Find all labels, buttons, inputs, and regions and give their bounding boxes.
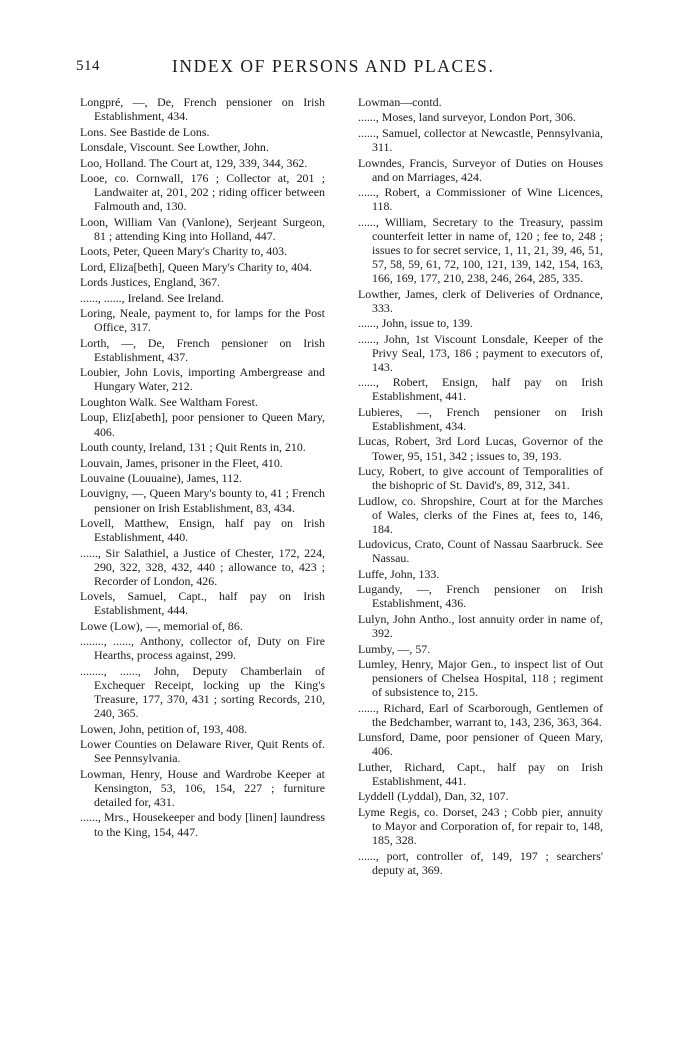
- index-entry: Louvaine (Louuaine), James, 112.: [80, 470, 243, 485]
- index-entry: Lorth, —, De, French pensioner on Irish Establishment, 437.: [80, 335, 325, 364]
- index-entry: Lucas, Robert, 3rd Lord Lucas, Governor of the Tower, 95, 151, 342 ; issues to, 39, 193.: [358, 434, 603, 463]
- index-entry: ......, Moses, land surveyor, London Port, 306.: [358, 110, 576, 125]
- index-entry: ........, ......, John, Deputy Chamberlain of Exchequer Receipt, locking up the King's Treasure, 177, 370, 431 ; sorting Records, 210, 240, 365.: [80, 663, 325, 721]
- index-entry: ......, Richard, Earl of Scarborough, Gentlemen of the Bedchamber, warrant to, 143, 236, 363, 364.: [358, 700, 603, 729]
- index-entry: Looe, co. Cornwall, 176 ; Collector at, 201 ; Landwaiter at, 201, 202 ; riding officer between Falmouth and, 130.: [80, 171, 325, 214]
- index-entry: Lords Justices, England, 367.: [80, 275, 221, 290]
- index-entry: Luffe, John, 133.: [358, 566, 440, 581]
- index-entry: Loup, Eliz[abeth], poor pensioner to Queen Mary, 406.: [80, 410, 325, 439]
- index-entry: Lord, Eliza[beth], Queen Mary's Charity to, 404.: [80, 259, 312, 274]
- index-entry: Lyme Regis, co. Dorset, 243 ; Cobb pier, annuity to Mayor and Corporation of, for repair to, 148, 185, 328.: [358, 804, 603, 848]
- index-entry: Loring, Neale, payment to, for lamps for the Post Office, 317.: [80, 306, 325, 335]
- index-entry: Lonsdale, Viscount. See Lowther, John.: [80, 140, 269, 155]
- index-entry: Lowndes, Francis, Surveyor of Duties on Houses and on Marriages, 424.: [358, 155, 603, 184]
- index-entry: ........, ......, Anthony, collector of, Duty on Fire Hearths, process against, 299.: [80, 634, 325, 663]
- index-entry: Lovels, Samuel, Capt., half pay on Irish Establishment, 444.: [80, 589, 325, 618]
- index-entry: Loughton Walk. See Waltham Forest.: [80, 394, 258, 409]
- index-entry: Lucy, Robert, to give account of Temporalities of the bishopric of St. David's, 89, 312, 341.: [358, 464, 603, 493]
- index-entry: Lower Counties on Delaware River, Quit Rents of. See Pennsylvania.: [80, 737, 325, 766]
- index-entry: ......, William, Secretary to the Treasury, passim counterfeit letter in name of, 120 ; fee to, 248 ; issues to for secret service, 1, 11, 21, 39, 46, 51, 57, 58, 59, 61, 72, 100, 121, 139, 142, 154, 163, 166, 169, 177, 210, 238, 246, 264, 285, 335.: [358, 214, 603, 286]
- index-column-right: [358, 95, 603, 878]
- index-entry: Louvain, James, prisoner in the Fleet, 410.: [80, 455, 283, 470]
- page-header: [76, 56, 620, 80]
- index-entry: ......, Robert, a Commissioner of Wine Licences, 118.: [358, 185, 603, 214]
- index-entry: Louth county, Ireland, 131 ; Quit Rents in, 210.: [80, 440, 306, 455]
- index-entry: ......, Mrs., Housekeeper and body [linen] laundress to the King, 154, 447.: [80, 810, 325, 839]
- index-entry: ......, port, controller of, 149, 197 ; searchers' deputy at, 369.: [358, 848, 603, 877]
- index-entry: Louvigny, —, Queen Mary's bounty to, 41 ; French pensioner on Irish Establishment, 83, 434.: [80, 486, 325, 515]
- index-entry: Loubier, John Lovis, importing Ambergrease and Hungary Water, 212.: [80, 365, 325, 394]
- index-entry: Ludovicus, Crato, Count of Nassau Saarbruck. See Nassau.: [358, 537, 603, 566]
- index-entry: Lowe (Low), —, memorial of, 86.: [80, 618, 243, 633]
- index-entry: Lowther, James, clerk of Deliveries of Ordnance, 333.: [358, 286, 603, 315]
- index-entry: Lowman, Henry, House and Wardrobe Keeper at Kensington, 53, 106, 154, 227 ; furniture detailed for, 431.: [80, 766, 325, 809]
- index-entry: Lowman—contd.: [358, 95, 442, 109]
- index-entry: Lyddell (Lyddal), Dan, 32, 107.: [358, 789, 509, 804]
- index-entry: ......, Sir Salathiel, a Justice of Chester, 172, 224, 290, 322, 328, 432, 440 ; allowance to, 423 ; Recorder of London, 426.: [80, 545, 325, 588]
- index-entry: ......, Samuel, collector at Newcastle, Pennsylvania, 311.: [358, 125, 603, 155]
- index-entry: ......, Robert, Ensign, half pay on Irish Establishment, 441.: [358, 375, 603, 404]
- index-entry: Lulyn, John Antho., lost annuity order in name of, 392.: [358, 611, 603, 641]
- index-entry: ......, John, 1st Viscount Lonsdale, Keeper of the Privy Seal, 173, 186 ; payment to executors of, 143.: [358, 331, 603, 374]
- index-entry: Lumley, Henry, Major Gen., to inspect list of Out pensioners of Chelsea Hospital, 118 ; regiment of subsistence to, 215.: [358, 656, 603, 700]
- index-column-left: [80, 95, 325, 840]
- index-entry: Lovell, Matthew, Ensign, half pay on Irish Establishment, 440.: [80, 516, 325, 545]
- index-entry: Loots, Peter, Queen Mary's Charity to, 403.: [80, 244, 288, 259]
- index-entry: Ludlow, co. Shropshire, Court at for the Marches of Wales, clerks of the Fines at, fees to, 146, 184.: [358, 493, 603, 536]
- page-title: INDEX OF PERSONS AND PLACES.: [172, 56, 495, 76]
- index-entry: Longpré, —, De, French pensioner on Irish Establishment, 434.: [80, 95, 325, 124]
- index-entry: Loo, Holland. The Court at, 129, 339, 344, 362.: [80, 155, 308, 170]
- index-entry: Luther, Richard, Capt., half pay on Irish Establishment, 441.: [358, 759, 603, 788]
- index-entry: Loon, William Van (Vanlone), Serjeant Surgeon, 81 ; attending King into Holland, 447.: [80, 214, 325, 243]
- page-number: 514: [76, 58, 100, 74]
- index-entry: Lons. See Bastide de Lons.: [80, 124, 210, 139]
- index-entry: ......, John, issue to, 139.: [358, 316, 473, 331]
- index-entry: ......, ......, Ireland. See Ireland.: [80, 290, 224, 305]
- index-entry: Lubieres, —, French pensioner on Irish Establishment, 434.: [358, 404, 603, 433]
- index-entry: Lowen, John, petition of, 193, 408.: [80, 721, 248, 736]
- index-entry: Lunsford, Dame, poor pensioner of Queen Mary, 406.: [358, 730, 603, 759]
- index-entry: Lumby, —, 57.: [358, 641, 431, 656]
- index-entry: Lugandy, —, French pensioner on Irish Establishment, 436.: [358, 582, 603, 611]
